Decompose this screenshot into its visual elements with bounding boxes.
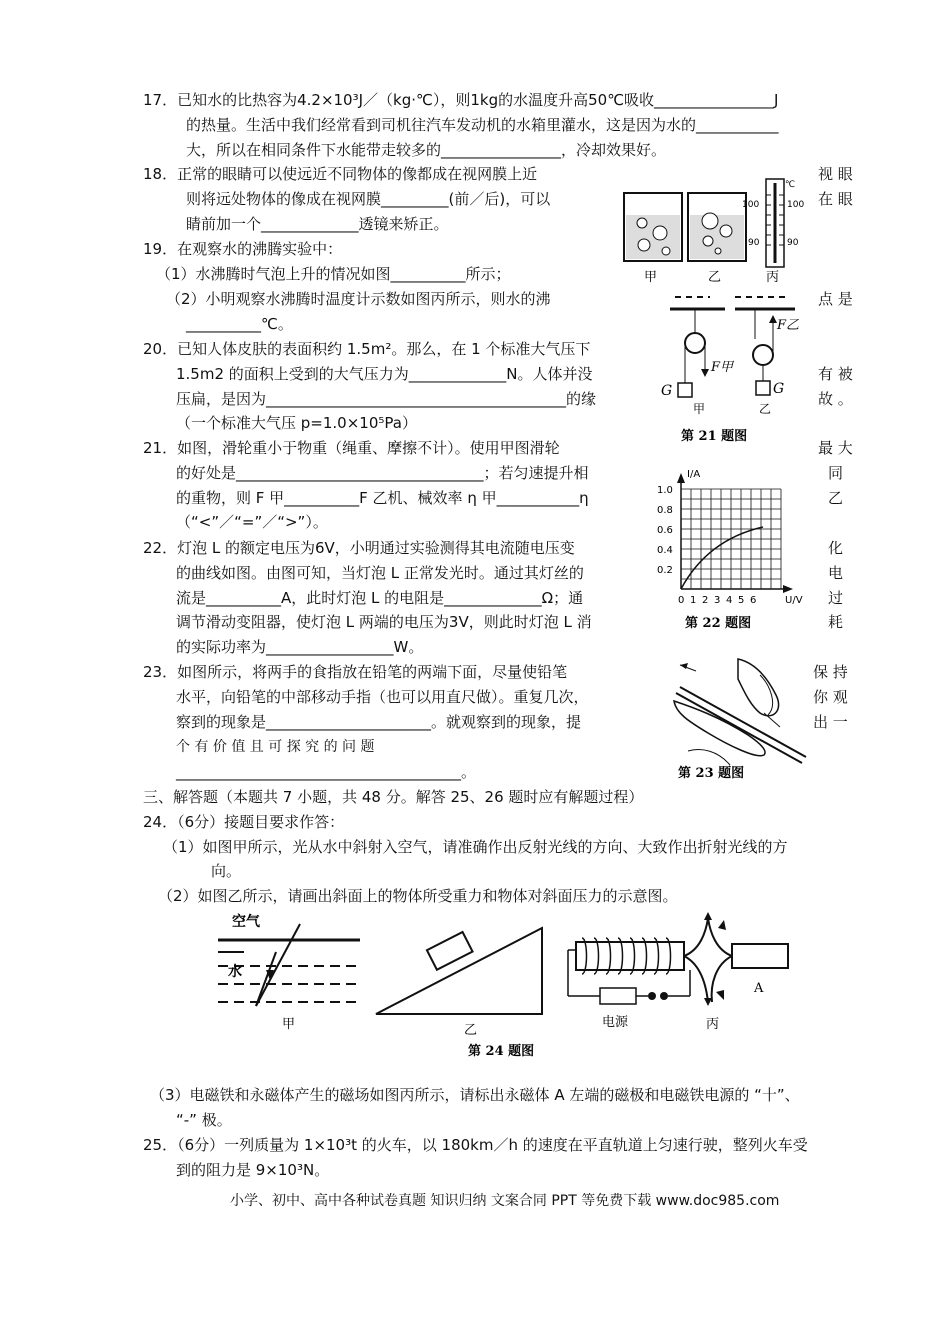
iu-xtick: 5 bbox=[738, 595, 745, 606]
iu-ytick: 1.0 bbox=[657, 485, 673, 496]
q22-line3: 流是__________A，此时灯泡 L 的电阻是_____________Ω；通 bbox=[176, 589, 584, 607]
iu-xtick: 0 bbox=[678, 595, 685, 606]
q18-line2: 则将远处物体的像成在视网膜_________(前／后)，可以 bbox=[186, 190, 551, 208]
boiling-figure bbox=[620, 175, 815, 290]
q19-right: 点 是 bbox=[818, 290, 853, 308]
iu-xtick: 1 bbox=[690, 595, 697, 606]
q25-line1: 25．（6分）一列质量为 1×10³t 的火车，以 180km／h 的速度在平直轨道上匀速行驶，整列火车受 bbox=[143, 1136, 808, 1154]
pulley-label-jia: 甲 bbox=[693, 402, 706, 416]
q20-line1: 20．已知人体皮肤的表面积约 1.5m²。那么，在 1 个标准大气压下 bbox=[143, 340, 591, 358]
force-f-yi: F乙 bbox=[777, 318, 800, 333]
q21-right-3: 乙 bbox=[828, 489, 844, 507]
iu-ylabel: I/A bbox=[687, 469, 701, 480]
weight-g-yi: G bbox=[773, 381, 785, 397]
pencil-figure bbox=[668, 655, 813, 783]
fig21-caption: 第 21 题图 bbox=[681, 429, 748, 444]
q17-line3: 大，所以在相同条件下水能带走较多的________________，冷却效果好。 bbox=[186, 141, 667, 159]
section3-heading: 三、解答题（本题共 7 小题，共 48 分。解答 25、26 题时应有解题过程） bbox=[143, 788, 644, 806]
fig24 bbox=[210, 910, 810, 1060]
iu-ytick: 0.2 bbox=[657, 565, 673, 576]
iu-xtick: 2 bbox=[702, 595, 709, 606]
thermo-tick-100-right: 100 bbox=[787, 200, 805, 210]
label-air: 空气 bbox=[232, 914, 260, 930]
iu-ytick: 0.6 bbox=[657, 525, 673, 536]
q22-right-1: 化 bbox=[828, 539, 844, 557]
iu-graph-figure bbox=[655, 465, 815, 635]
q24-line2: （1）如图甲所示，光从水中斜射入空气，请准确作出反射光线的方向、大致作出折射光线的方 bbox=[163, 838, 788, 856]
q23-line5: ______________________________________。 bbox=[176, 763, 477, 781]
label-water: 水 bbox=[228, 964, 242, 980]
q24-line4: （2）如图乙所示，请画出斜面上的物体所受重力和物体对斜面压力的示意图。 bbox=[158, 887, 678, 905]
fig24-label-A: A bbox=[754, 981, 764, 996]
iu-ytick: 0.4 bbox=[657, 545, 673, 556]
thermo-unit: ℃ bbox=[785, 180, 796, 190]
q19-line3: （2）小明观察水沸腾时温度计示数如图丙所示，则水的沸 bbox=[166, 290, 551, 308]
weight-g-jia: G bbox=[661, 383, 673, 399]
q22-right-4: 耗 bbox=[828, 613, 844, 631]
q23-right-3: 出 一 bbox=[813, 713, 848, 731]
page-footer: 小学、初中、高中各种试卷真题 知识归纳 文案合同 PPT 等免费下载 www.doc985.com bbox=[230, 1193, 780, 1209]
q23-right-2: 你 观 bbox=[813, 688, 848, 706]
q18-right-2: 在 眼 bbox=[818, 190, 853, 208]
fig24-label-bing: 丙 bbox=[706, 1017, 720, 1032]
q23-line2: 水平，向铅笔的中部移动手指（也可以用直尺做）。重复几次， bbox=[176, 688, 589, 706]
q20-right-2: 故 。 bbox=[818, 390, 853, 408]
q22-line1: 22．灯泡 L 的额定电压为6V，小明通过实验测得其电流随电压变 bbox=[143, 539, 575, 557]
q23-line4: 个 有 价 值 且 可 探 究 的 问 题 bbox=[176, 739, 375, 755]
q17-line2: 的热量。生活中我们经常看到司机往汽车发动机的水箱里灌水，这是因为水的___________ bbox=[186, 116, 779, 134]
thermo-tick-90-left: 90 bbox=[748, 238, 760, 248]
force-f-jia: F甲 bbox=[711, 360, 734, 375]
q22-line4: 调节滑动变阻器，使灯泡 L 两端的电压为3V，则此时灯泡 L 消 bbox=[176, 613, 592, 631]
q17-line1: 17．已知水的比热容为4.2×10³J／（kg·℃），则1kg的水温度升高50℃吸收________________J bbox=[143, 91, 779, 109]
q21-right-2: 同 bbox=[828, 464, 844, 482]
label-bing: 丙 bbox=[766, 270, 780, 285]
pulley-label-yi: 乙 bbox=[759, 402, 772, 416]
q21-line4: （“<”／“=”／“>”）。 bbox=[176, 513, 328, 531]
q20-line4: （一个标准大气压 p=1.0×10⁵Pa） bbox=[176, 414, 417, 432]
q23-right-1: 保 持 bbox=[813, 663, 848, 681]
q24-3-line2: “-” 极。 bbox=[176, 1111, 232, 1129]
q19-line1: 19．在观察水的沸腾实验中： bbox=[143, 240, 343, 258]
q20-line2: 1.5m2 的面积上受到的大气压力为_____________N。人体并没 bbox=[176, 365, 593, 383]
iu-xtick: 3 bbox=[714, 595, 721, 606]
q22-right-3: 过 bbox=[828, 589, 844, 607]
label-jia: 甲 bbox=[644, 270, 658, 285]
q19-line2: （1）水沸腾时气泡上升的情况如图__________所示； bbox=[156, 265, 511, 283]
q19-line4: __________℃。 bbox=[186, 315, 293, 333]
q24-line1: 24．（6分）接题目要求作答： bbox=[143, 813, 345, 831]
fig24-label-jia: 甲 bbox=[282, 1017, 296, 1032]
q21-line3: 的重物，则 F 甲__________F 乙机、械效率 η 甲___________η bbox=[176, 489, 589, 507]
q23-line1: 23．如图所示，将两手的食指放在铅笔的两端下面，尽量使铅笔 bbox=[143, 663, 568, 681]
q21-line2: 的好处是_________________________________；若匀速提升相 bbox=[176, 464, 589, 482]
q18-line3: 睛前加一个_____________透镜来矫正。 bbox=[186, 215, 449, 233]
fig24-caption: 第 24 题图 bbox=[468, 1044, 535, 1059]
thermo-tick-90-right: 90 bbox=[787, 238, 799, 248]
q22-line2: 的曲线如图。由图可知，当灯泡 L 正常发光时。通过其灯丝的 bbox=[176, 564, 584, 582]
fig23-caption: 第 23 题图 bbox=[678, 766, 745, 781]
q22-right-2: 电 bbox=[828, 564, 844, 582]
fig24-label-power: 电源 bbox=[602, 1015, 629, 1030]
q20-line3: 压扁，是因为________________________________________的缘 bbox=[176, 390, 597, 408]
q18-line1: 18．正常的眼睛可以使远近不同物体的像都成在视网膜上近 bbox=[143, 165, 538, 183]
q22-line5: 的实际功率为_________________W。 bbox=[176, 638, 424, 656]
label-yi: 乙 bbox=[708, 270, 722, 285]
fig22-caption: 第 22 题图 bbox=[685, 616, 752, 631]
pulley-figure bbox=[655, 295, 815, 445]
q21-line1: 21．如图，滑轮重小于物重（绳重、摩擦不计）。使用甲图滑轮 bbox=[143, 439, 560, 457]
q25-line2: 到的阻力是 9×10³N。 bbox=[176, 1161, 330, 1179]
iu-ytick: 0.8 bbox=[657, 505, 673, 516]
fig24-label-yi: 乙 bbox=[464, 1023, 478, 1038]
q20-right-1: 有 被 bbox=[818, 365, 853, 383]
q21-right-1: 最 大 bbox=[818, 439, 853, 457]
iu-xlabel: U/V bbox=[785, 595, 803, 606]
iu-xtick: 4 bbox=[726, 595, 733, 606]
thermo-tick-100-left: 100 bbox=[742, 200, 760, 210]
q24-line3: 向。 bbox=[211, 862, 242, 880]
q23-line3: 察到的现象是______________________。就观察到的现象，提 bbox=[176, 713, 582, 731]
iu-xtick: 6 bbox=[750, 595, 757, 606]
q24-3-line1: （3）电磁铁和永磁体产生的磁场如图丙所示，请标出永磁体 A 左端的磁极和电磁铁电源的 “十”、 bbox=[150, 1086, 800, 1104]
q18-right-1: 视 眼 bbox=[818, 165, 853, 183]
